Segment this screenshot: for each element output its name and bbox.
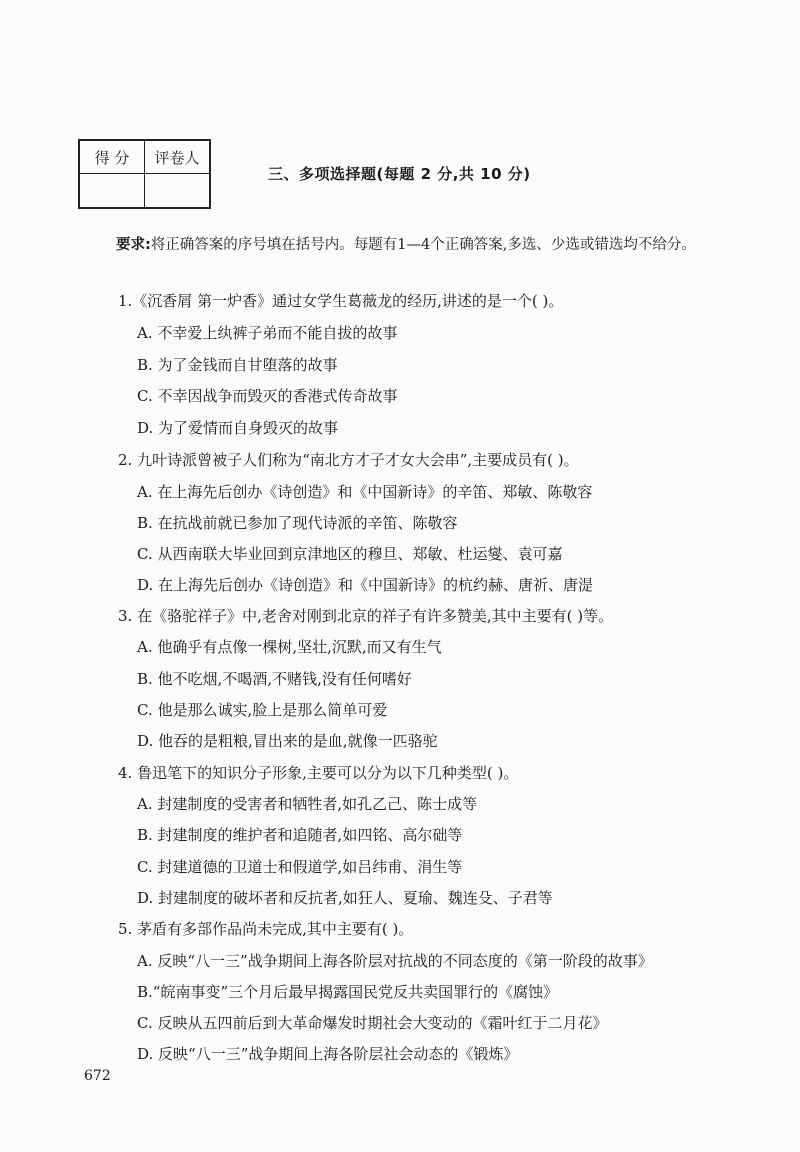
requirement-label: 要求: (116, 237, 151, 253)
question-3-option-c: C. 他是那么诚实,脸上是那么简单可爱 (137, 701, 388, 719)
question-1-stem: 1.《沉香屑 第一炉香》通过女学生葛薇龙的经历,讲述的是一个( )。 (118, 292, 564, 310)
score-cell (79, 174, 145, 209)
question-4-option-d: D. 封建制度的破坏者和反抗者,如狂人、夏瑜、魏连殳、子君等 (137, 889, 553, 907)
question-1-option-b: B. 为了金钱而自甘堕落的故事 (137, 356, 338, 374)
requirement-body: 将正确答案的序号填在括号内。每题有1—4个正确答案,多选、少选或错选均不给分。 (150, 237, 696, 253)
page-number: 672 (84, 1068, 111, 1084)
grader-label: 评卷人 (145, 140, 211, 174)
question-1-option-a: A. 不幸爱上纨裤子弟而不能自拔的故事 (137, 324, 398, 342)
question-4-option-c: C. 封建道德的卫道士和假道学,如吕纬甫、涓生等 (137, 858, 463, 876)
question-2-stem: 2. 九叶诗派曾被子人们称为“南北方才子才女大会串”,主要成员有( )。 (118, 451, 579, 469)
score-table (78, 139, 211, 209)
question-5-option-c: C. 反映从五四前后到大革命爆发时期社会大变动的《霜叶红于二月花》 (137, 1014, 608, 1032)
question-3-stem: 3. 在《骆驼祥子》中,老舍对刚到北京的祥子有许多赞美,其中主要有( )等。 (118, 607, 614, 625)
question-5-stem: 5. 茅盾有多部作品尚未完成,其中主要有( )。 (118, 920, 414, 938)
question-2-option-b: B. 在抗战前就已参加了现代诗派的辛笛、陈敬容 (137, 514, 458, 532)
question-2-option-d: D. 在上海先后创办《诗创造》和《中国新诗》的杭约赫、唐祈、唐湜 (137, 576, 594, 594)
question-3-option-a: A. 他确乎有点像一棵树,坚壮,沉默,而又有生气 (137, 638, 442, 656)
question-3-option-b: B. 他不吃烟,不喝酒,不赌钱,没有任何嗜好 (137, 670, 412, 688)
question-4-stem: 4. 鲁迅笔下的知识分子形象,主要可以分为以下几种类型( )。 (118, 764, 519, 782)
question-3-option-d: D. 他吞的是粗粮,冒出来的是血,就像一匹骆驼 (137, 732, 438, 750)
grader-cell (145, 174, 211, 209)
question-2-option-c: C. 从西南联大毕业回到京津地区的穆旦、郑敏、杜运燮、袁可嘉 (137, 545, 563, 563)
score-label: 得 分 (79, 140, 145, 174)
question-5-option-b: B.“皖南事变”三个月后最早揭露国民党反共卖国罪行的《腐蚀》 (137, 983, 559, 1001)
requirement-text (82, 230, 730, 261)
question-4-option-b: B. 封建制度的维护者和追随者,如四铭、高尔础等 (137, 826, 463, 844)
question-1-option-d: D. 为了爱情而自身毁灭的故事 (137, 419, 339, 437)
question-5-option-d: D. 反映“八一三”战争期间上海各阶层社会动态的《锻炼》 (137, 1045, 519, 1063)
section-title: 三、多项选择题(每题 2 分,共 10 分) (268, 165, 531, 183)
question-2-option-a: A. 在上海先后创办《诗创造》和《中国新诗》的辛笛、郑敏、陈敬容 (137, 483, 593, 501)
question-1-option-c: C. 不幸因战争而毁灭的香港式传奇故事 (137, 387, 398, 405)
question-4-option-a: A. 封建制度的受害者和牺牲者,如孔乙己、陈士成等 (137, 795, 478, 813)
question-5-option-a: A. 反映“八一三”战争期间上海各阶层对抗战的不同态度的《第一阶段的故事》 (137, 952, 653, 970)
